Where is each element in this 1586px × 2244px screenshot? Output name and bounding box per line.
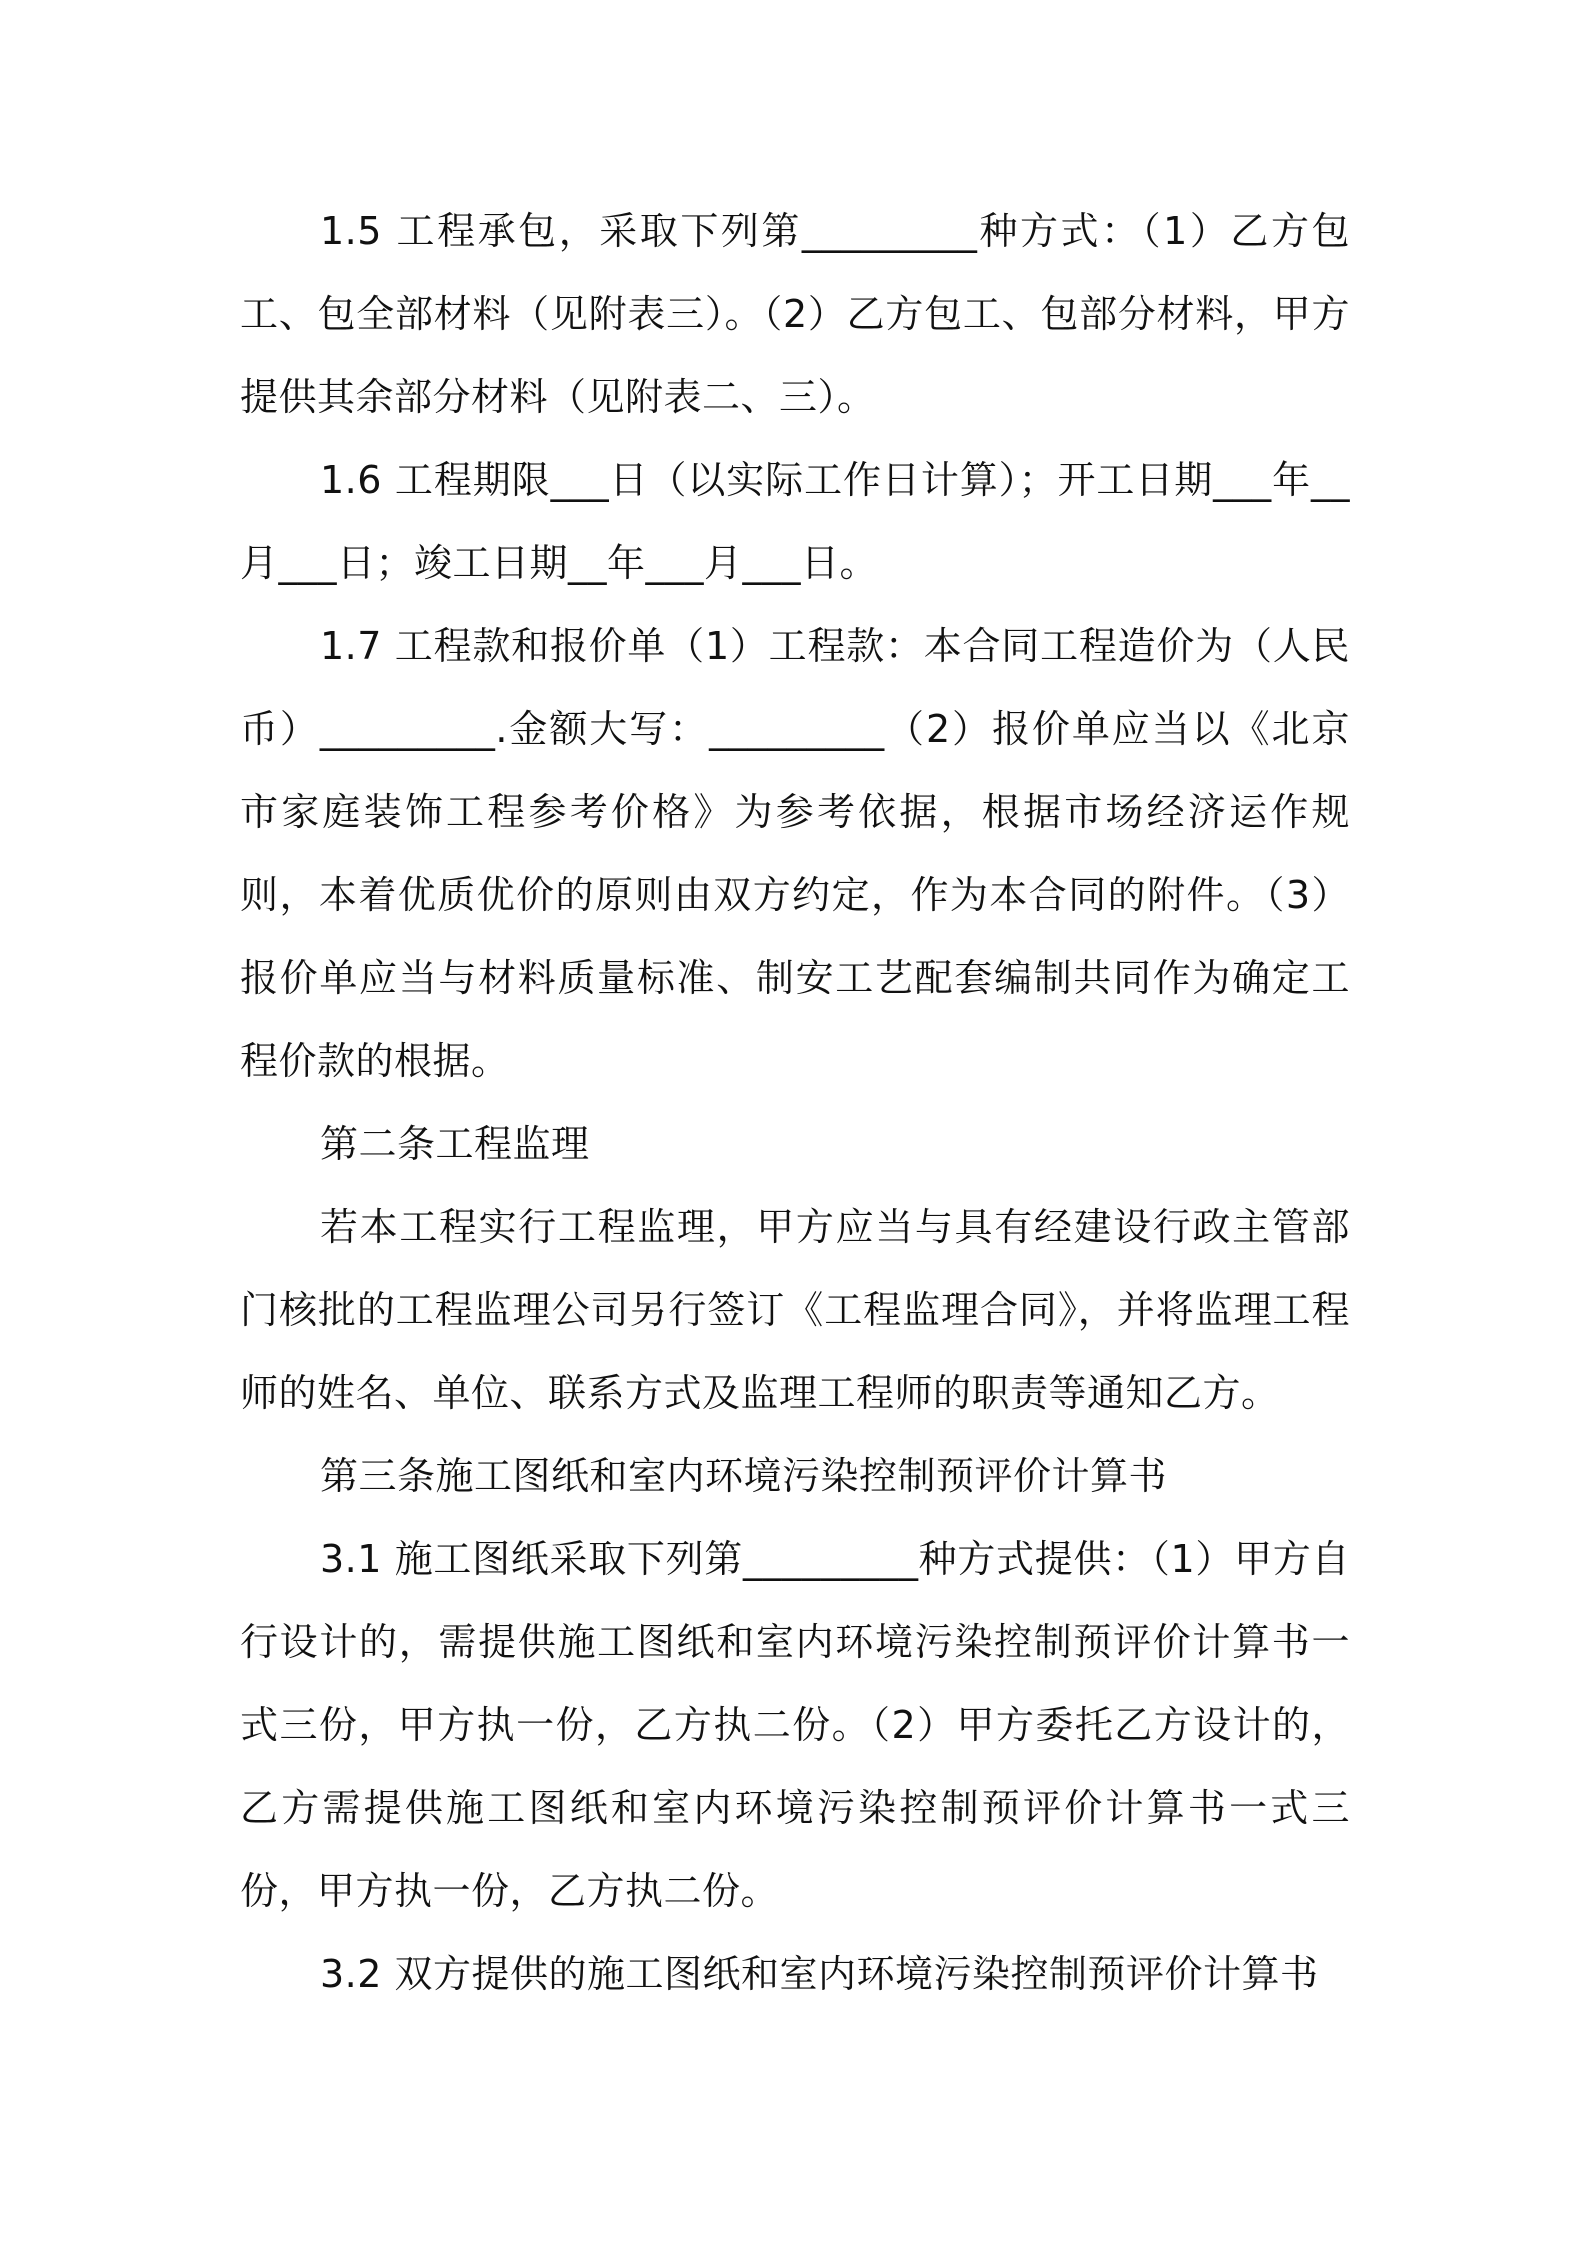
clause-1-5: 1.5 工程承包，采取下列第_________种方式：（1）乙方包工、包全部材料（见附表三）。（2）乙方包工、包部分材料，甲方提供其余部分材料（见附表二、三）。 <box>240 209 1350 419</box>
article-2-heading: 第二条工程监理 <box>320 1122 590 1166</box>
clause-3-1: 3.1 施工图纸采取下列第_________种方式提供：（1）甲方自行设计的，需提供施工图纸和室内环境污染控制预评价计算书一式三份，甲方执一份，乙方执二份。（2）甲方委托乙方设计的，乙方需提供施工图纸和室内环境污染控制预评价计算书一式三份，甲方执一份，乙方执二份。 <box>240 1537 1350 1913</box>
clause-1-7: 1.7 工程款和报价单（1）工程款：本合同工程造价为（人民币）_________.金额大写：_________（2）报价单应当以《北京市家庭装饰工程参考价格》为参考依据，根据市场经济运作规则，本着优质优价的原则由双方约定，作为本合同的附件。（3）报价单应当与材料质量标准、制安工艺配套编制共同作为确定工程价款的根据。 <box>240 624 1350 1083</box>
clause-3-2: 3.2 双方提供的施工图纸和室内环境污染控制预评价计算书 <box>320 1952 1319 1996</box>
clause-1-6: 1.6 工程期限___日（以实际工作日计算）；开工日期___年__月___日；竣工日期__年___月___日。 <box>240 458 1350 585</box>
article-3-heading: 第三条施工图纸和室内环境污染控制预评价计算书 <box>320 1454 1168 1498</box>
document-body <box>240 190 1350 2016</box>
article-2-body: 若本工程实行工程监理，甲方应当与具有经建设行政主管部门核批的工程监理公司另行签订《工程监理合同》，并将监理工程师的姓名、单位、联系方式及监理工程师的职责等通知乙方。 <box>240 1205 1350 1415</box>
